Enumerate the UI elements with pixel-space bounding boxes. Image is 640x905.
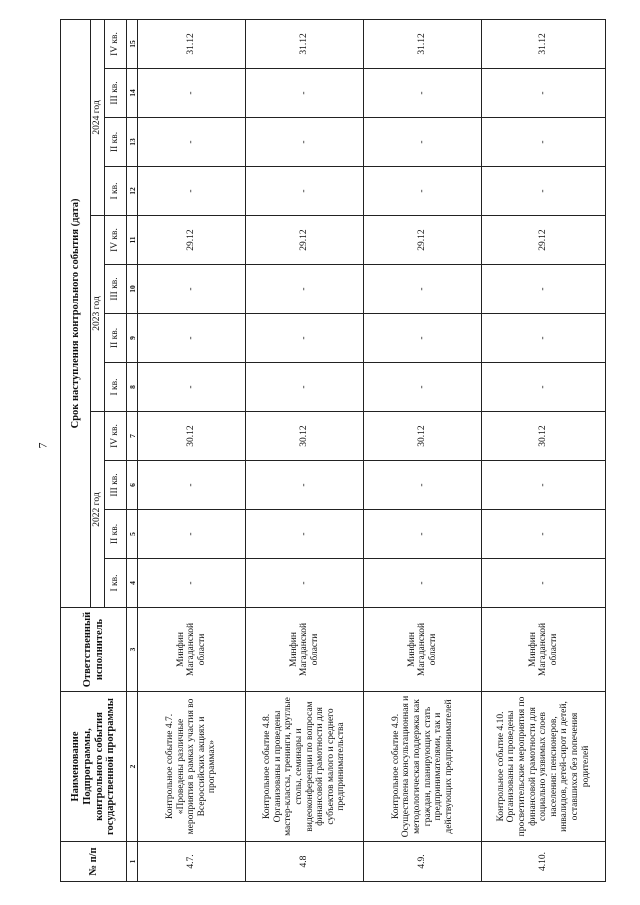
deadline-cell: - — [364, 559, 482, 608]
column-number: 1 — [127, 842, 138, 882]
header-quarter: I кв. — [105, 559, 127, 608]
column-number: 4 — [127, 559, 138, 608]
deadline-cell: - — [482, 461, 606, 510]
deadline-cell: - — [246, 265, 364, 314]
header-executor: Ответственный исполнитель — [61, 608, 127, 692]
deadline-cell: - — [138, 510, 246, 559]
deadline-cell: - — [364, 265, 482, 314]
table-row — [246, 19, 364, 881]
deadline-cell: - — [138, 559, 246, 608]
deadline-cell: - — [364, 118, 482, 167]
deadline-cell: - — [364, 314, 482, 363]
deadline-cell: 31.12 — [482, 19, 606, 68]
rotated-table-wrapper — [60, 22, 591, 882]
deadline-cell: - — [246, 461, 364, 510]
deadline-cell: - — [246, 363, 364, 412]
header-year-2022: 2022 год — [91, 412, 105, 608]
header-quarter: III кв. — [105, 69, 127, 118]
deadline-cell: - — [482, 167, 606, 216]
control-events-table — [60, 19, 606, 882]
header-num: № п/п — [61, 842, 127, 882]
column-number: 14 — [127, 69, 138, 118]
column-number: 12 — [127, 167, 138, 216]
column-number-row — [127, 19, 138, 881]
deadline-cell: - — [364, 69, 482, 118]
header-quarter: III кв. — [105, 461, 127, 510]
deadline-cell: 29.12 — [482, 216, 606, 265]
deadline-cell: - — [364, 461, 482, 510]
deadline-cell: - — [246, 510, 364, 559]
header-deadline: Срок наступления контрольного события (дата) — [61, 19, 91, 607]
header-quarter: II кв. — [105, 510, 127, 559]
column-number: 3 — [127, 608, 138, 692]
executor: Минфин Магаданской области — [482, 608, 606, 692]
column-number: 5 — [127, 510, 138, 559]
deadline-cell: - — [138, 265, 246, 314]
deadline-cell: - — [138, 167, 246, 216]
deadline-cell: 29.12 — [138, 216, 246, 265]
deadline-cell: 29.12 — [364, 216, 482, 265]
event-name: Контрольное событие 4.7. «Проведены различные мероприятия в рамках участия во Всероссийских акциях и программах» — [138, 692, 246, 842]
header-name: Наименование Подпрограммы, контрольного события государственной программы — [61, 692, 127, 842]
header-quarter: I кв. — [105, 363, 127, 412]
column-number: 13 — [127, 118, 138, 167]
deadline-cell: - — [138, 118, 246, 167]
deadline-cell: 30.12 — [246, 412, 364, 461]
deadline-cell: 30.12 — [138, 412, 246, 461]
deadline-cell: 31.12 — [138, 19, 246, 68]
deadline-cell: - — [138, 314, 246, 363]
deadline-cell: - — [246, 118, 364, 167]
deadline-cell: - — [364, 167, 482, 216]
deadline-cell: - — [482, 314, 606, 363]
header-quarter: III кв. — [105, 265, 127, 314]
deadline-cell: - — [246, 167, 364, 216]
deadline-cell: - — [138, 461, 246, 510]
event-name: Контрольное событие 4.10. Организованы и проведены просветительские мероприятия по финансовой грамотности для социально уязвимых слоев населения: пенсионеров, инвалидов, детей-сирот и детей, оставшихся без попечения родителей — [482, 692, 606, 842]
row-number: 4.9. — [364, 842, 482, 882]
header-quarter: IV кв. — [105, 412, 127, 461]
executor: Минфин Магаданской области — [138, 608, 246, 692]
row-number: 4.8 — [246, 842, 364, 882]
column-number: 7 — [127, 412, 138, 461]
deadline-cell: - — [246, 314, 364, 363]
header-quarter: II кв. — [105, 118, 127, 167]
deadline-cell: - — [482, 510, 606, 559]
header-quarter: IV кв. — [105, 216, 127, 265]
row-number: 4.7. — [138, 842, 246, 882]
event-name: Контрольное событие 4.9. Осуществлена консультационная и методологическая поддержка как граждан, планирующих стать предпринимателями, так и действующих предпринимателей — [364, 692, 482, 842]
deadline-cell: - — [482, 69, 606, 118]
deadline-cell: - — [364, 510, 482, 559]
table-row — [138, 19, 246, 881]
deadline-cell: 31.12 — [246, 19, 364, 68]
column-number: 6 — [127, 461, 138, 510]
deadline-cell: 29.12 — [246, 216, 364, 265]
column-number: 10 — [127, 265, 138, 314]
deadline-cell: - — [482, 559, 606, 608]
header-quarter: II кв. — [105, 314, 127, 363]
header-quarter: IV кв. — [105, 19, 127, 68]
deadline-cell: 30.12 — [482, 412, 606, 461]
deadline-cell: - — [138, 363, 246, 412]
table-row — [364, 19, 482, 881]
event-name: Контрольное событие 4.8. Организованы и проведены мастер-классы, тренинги, круглые столы, семинары и видеоконференции по вопросам финансовой грамотности для субъектов малого и среднего предпринимательства — [246, 692, 364, 842]
page-number: 7 — [35, 442, 50, 449]
row-number: 4.10. — [482, 842, 606, 882]
column-number: 11 — [127, 216, 138, 265]
deadline-cell: 31.12 — [364, 19, 482, 68]
executor: Минфин Магаданской области — [246, 608, 364, 692]
header-year-2024: 2024 год — [91, 19, 105, 215]
deadline-cell: - — [246, 559, 364, 608]
column-number: 2 — [127, 692, 138, 842]
column-number: 8 — [127, 363, 138, 412]
deadline-cell: - — [482, 265, 606, 314]
header-quarter: I кв. — [105, 167, 127, 216]
table-row — [482, 19, 606, 881]
deadline-cell: - — [138, 69, 246, 118]
column-number: 9 — [127, 314, 138, 363]
deadline-cell: - — [246, 69, 364, 118]
executor: Минфин Магаданской области — [364, 608, 482, 692]
header-year-2023: 2023 год — [91, 216, 105, 412]
column-number: 15 — [127, 19, 138, 68]
deadline-cell: - — [364, 363, 482, 412]
deadline-cell: 30.12 — [364, 412, 482, 461]
deadline-cell: - — [482, 363, 606, 412]
deadline-cell: - — [482, 118, 606, 167]
